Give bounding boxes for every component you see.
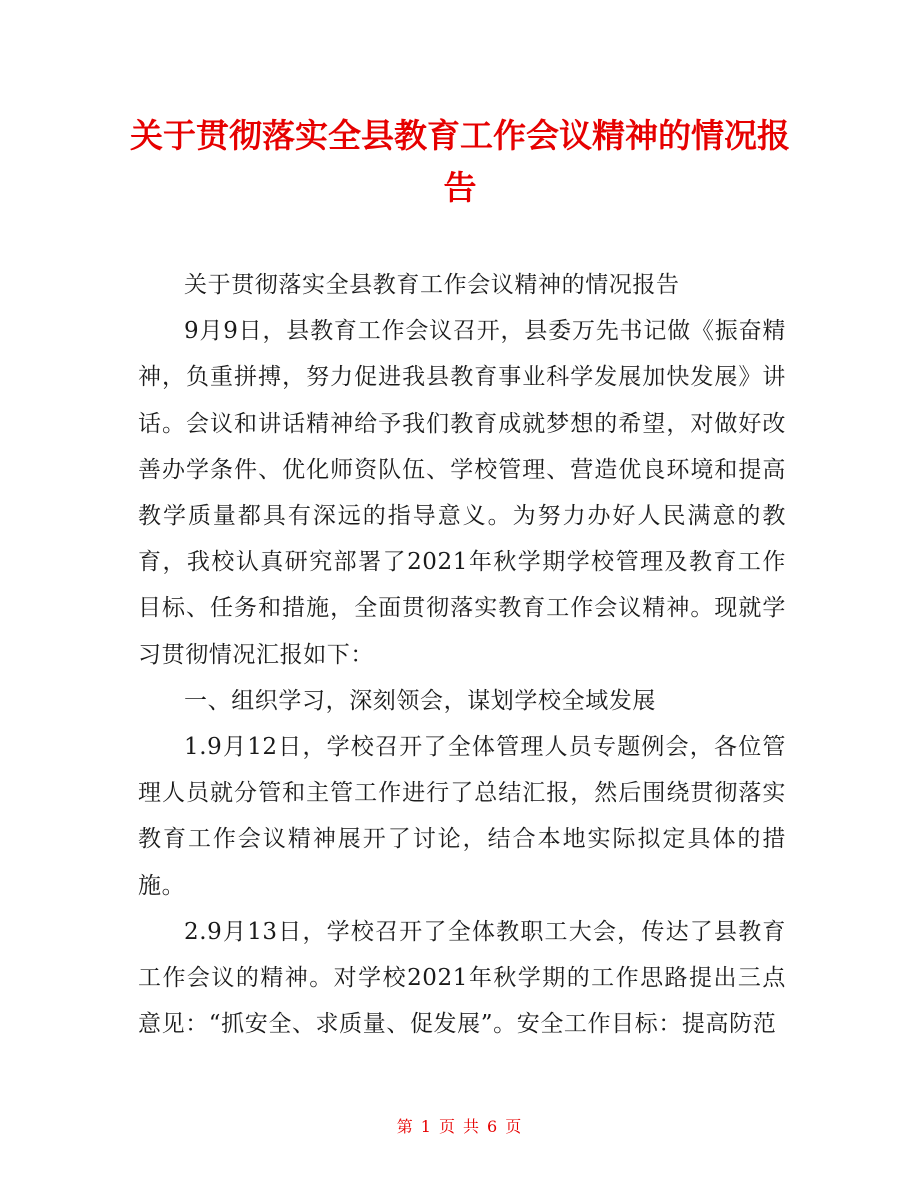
document-body — [138, 262, 786, 1047]
document-title: 关于贯彻落实全县教育工作会议精神的情况报告 — [130, 116, 790, 207]
footer-page-word: 页 — [438, 1117, 457, 1136]
footer-prefix: 第 — [396, 1117, 415, 1136]
section-heading-1: 一、组织学习，深刻领会，谋划学校全域发展 — [184, 687, 656, 714]
footer-total-pages: 6 — [487, 1117, 500, 1136]
footer-total-word: 共 — [463, 1117, 482, 1136]
paragraph-intro: 9月9日，县教育工作会议召开，县委万先书记做《振奋精神，负重拼搏，努力促进我县教育事业科学发展加快发展》讲话。会议和讲话精神给予我们教育成就梦想的希望，对做好改善办学条件、优化师资队伍、学校管理、营造优良环境和提高教学质量都具有深远的指导意义。为努力办好人民满意的教育，我校认真研究部署了2021年秋学期学校管理及教育工作目标、任务和措施，全面贯彻落实教育工作会议精神。现就学习贯彻情况汇报如下： — [138, 318, 786, 668]
footer-suffix: 页 — [505, 1117, 524, 1136]
paragraph-subtitle: 关于贯彻落实全县教育工作会议精神的情况报告 — [184, 272, 680, 298]
paragraph-item-2: 2.9月13日，学校召开了全体教职工大会，传达了县教育工作会议的精神。对学校2021年秋学期的工作思路提出三点意见：“抓安全、求质量、促发展”。安全工作目标：提高防范 — [138, 918, 786, 1038]
footer-page-number: 1 — [420, 1117, 433, 1136]
page-footer — [0, 1114, 920, 1137]
paragraph-item-1: 1.9月12日，学校召开了全体管理人员专题例会，各位管理人员就分管和主管工作进行了总结汇报，然后围绕贯彻落实教育工作会议精神展开了讨论，结合本地实际拟定具体的措施。 — [138, 734, 786, 899]
